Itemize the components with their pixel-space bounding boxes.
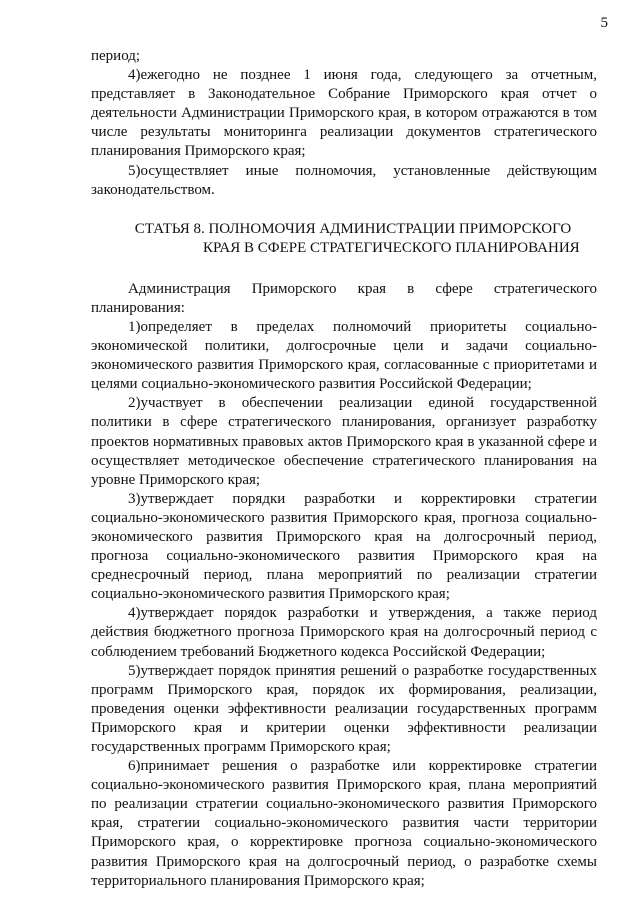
page-number: 5 [600,15,608,31]
paragraph-item-4-report: 4)ежегодно не позднее 1 июня года, следующего за отчетным, представляет в Законодательное Собрание Приморского края отчет о деятельности Администрации Приморского края, в котором отражаются в том числе результаты мониторинга реализации документов стратегического планирования Приморского края; [91,67,597,160]
paragraph-period-end: период; [91,48,141,64]
document-body [91,47,597,891]
paragraph-item-3: 3)утверждает порядки разработки и корректировки стратегии социально-экономического развития Приморского края, прогноза социально-экономического развития Приморского края на долгосрочный период, прогноза социально-экономического развития Приморского края на среднесрочный период, плана мероприятий по реализации стратегии социально-экономического развития Приморского края; [91,490,597,603]
article-heading-line-1: СТАТЬЯ 8. ПОЛНОМОЧИЯ АДМИНИСТРАЦИИ ПРИМОРСКОГО [134,220,572,237]
paragraph-item-1: 1)определяет в пределах полномочий приоритеты социально-экономической политики, долгосрочные цели и задачи социально-экономического развития Приморского края, согласованные с приоритетами и целями социально-экономического развития Российской Федерации; [91,318,597,393]
spacer [91,259,597,280]
article-heading [91,220,597,259]
paragraph-item-5-other-powers: 5)осуществляет иные полномочия, установленные действующим законодательством. [91,162,597,198]
paragraph-intro: Администрация Приморского края в сфере стратегического планирования: [91,280,597,316]
spacer [91,200,597,220]
paragraph-item-2: 2)участвует в обеспечении реализации единой государственной политики в сфере стратегического планирования, организует разработку проектов нормативных правовых актов Приморского края в указанной сфере и осуществляет методическое обеспечение стратегического планирования на уровне Приморского края; [91,395,597,488]
paragraph-item-6: 6)принимает решения о разработке или корректировке стратегии социально-экономического развития Приморского края, плана мероприятий по реализации стратегии социально-экономического развития Приморского края, стратегии социально-экономического развития части территории Приморского края, о корректировке прогноза социально-экономического развития Приморского края на долгосрочный период, о разработке схемы территориального планирования Приморского края; [91,758,597,889]
paragraph-item-5: 5)утверждает порядок принятия решений о разработке государственных программ Приморского края, порядок их формирования, реализации, проведения оценки эффективности реализации государственных программ Приморского края и критерии оценки эффективности реализации государственных программ Приморского края; [91,662,597,755]
article-heading-line-2: КРАЯ В СФЕРЕ СТРАТЕГИЧЕСКОГО ПЛАНИРОВАНИЯ [203,240,580,257]
paragraph-item-4: 4)утверждает порядок разработки и утверждения, а также период действия бюджетного прогноза Приморского края на долгосрочный период с соблюдением требований Бюджетного кодекса Российской Федерации; [91,605,597,660]
